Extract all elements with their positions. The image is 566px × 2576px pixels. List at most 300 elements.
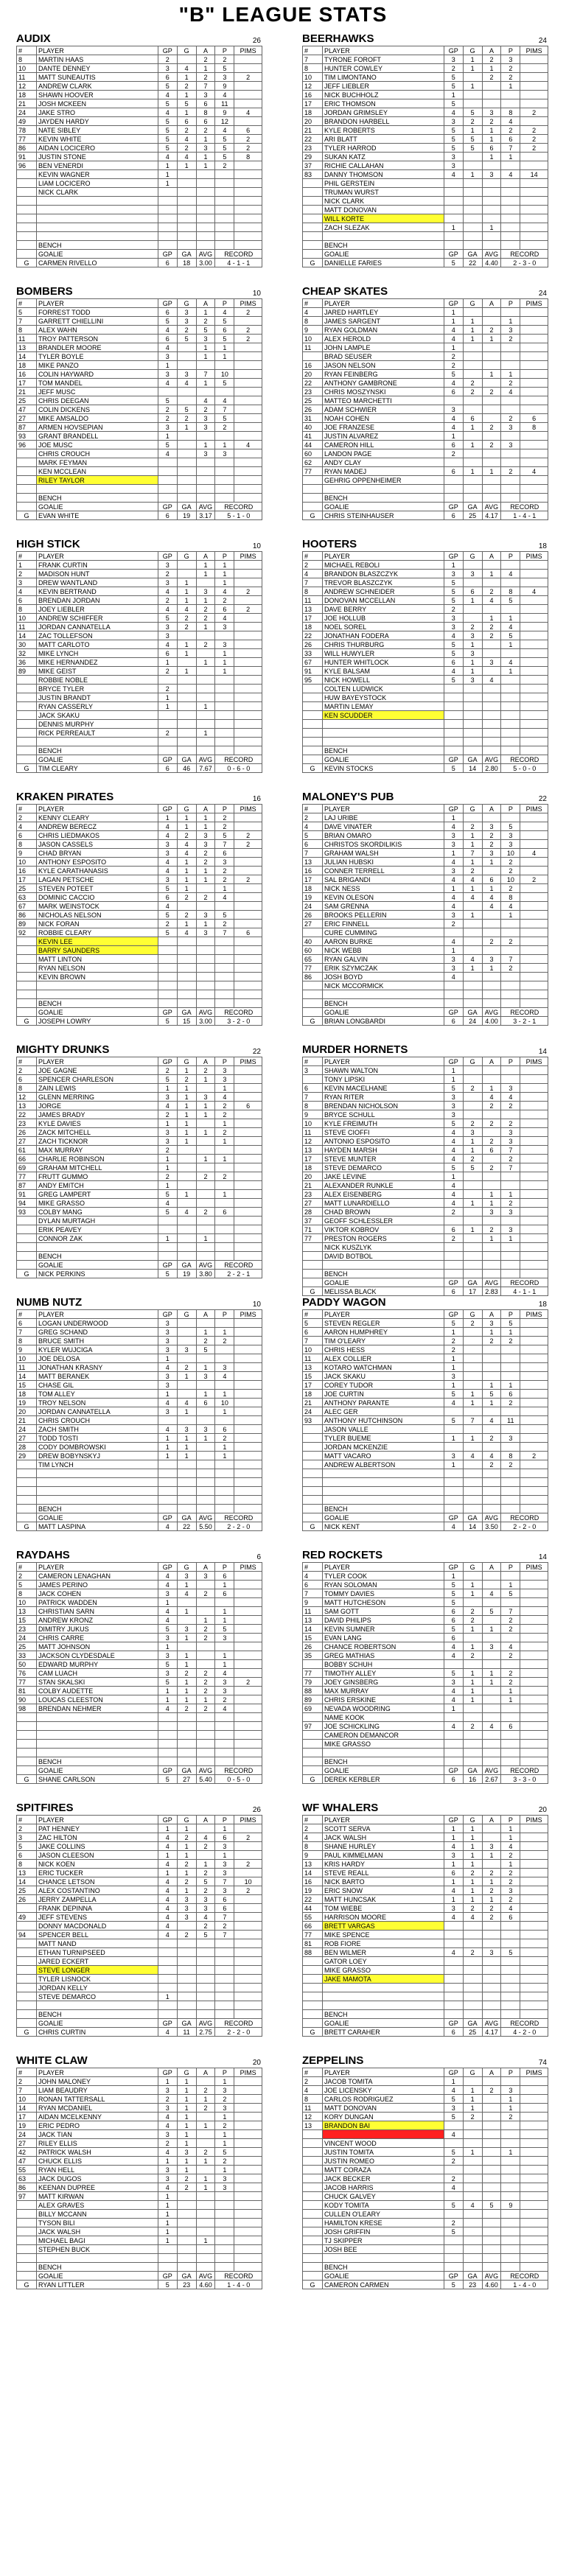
goalie-cell: 24 [463, 1017, 482, 1026]
player-row [303, 1443, 548, 1452]
player-cell: 47 [17, 405, 37, 414]
player-cell: 1 [177, 1434, 196, 1443]
goalie-column-header: GP [444, 1008, 463, 1017]
player-cell: SHANE HURLEY [322, 1842, 444, 1851]
player-cell: TONY LIPSKI [322, 1075, 444, 1084]
spacer-cell [196, 1749, 215, 1757]
player-cell: 1 [215, 578, 234, 587]
player-cell: MIKE GRASSO [322, 1966, 444, 1975]
player-row [303, 1399, 548, 1407]
player-cell: 2 [215, 1172, 234, 1181]
player-cell: DAVE VINATER [322, 822, 444, 831]
player-cell: 2 [482, 840, 501, 849]
player-cell: ERIC PEDRO [36, 2121, 158, 2130]
bench-cell [158, 494, 177, 503]
player-cell: 1 [196, 658, 215, 667]
player-cell [196, 1992, 215, 2001]
goalie-cell: 4.60 [482, 2281, 501, 2289]
team-stats-table [302, 46, 548, 267]
player-cell: 4 [158, 2113, 177, 2121]
bench-label: BENCH [36, 1757, 158, 1766]
player-cell: 17 [303, 99, 323, 108]
player-cell: 3 [158, 2086, 177, 2095]
player-cell: KENNY CLEARY [36, 813, 158, 822]
goalie-cell: 16 [463, 1775, 482, 1784]
player-cell: 5 [444, 99, 463, 108]
column-header: A [196, 299, 215, 308]
player-row [303, 1625, 548, 1634]
player-cell [463, 2245, 482, 2254]
player-cell: 92 [17, 928, 37, 937]
spacer-cell [303, 232, 323, 241]
player-cell [196, 1660, 215, 1669]
player-cell: 11 [17, 623, 37, 631]
player-cell: 8 [196, 108, 215, 117]
player-cell: KEVIN SUMNER [322, 1625, 444, 1634]
player-cell [444, 206, 463, 214]
player-cell: 90 [17, 1695, 37, 1704]
player-cell: 2 [501, 858, 520, 867]
player-cell: MIKE SPENCE [322, 1931, 444, 1939]
player-cell [234, 955, 262, 964]
player-cell: MADISON HUNT [36, 570, 158, 578]
player-cell: 2 [463, 867, 482, 875]
goalie-cell: KEVIN STOCKS [322, 764, 444, 773]
player-cell: 4 [444, 1199, 463, 1208]
player-cell: 4 [158, 1842, 177, 1851]
player-cell [520, 1119, 548, 1128]
player-cell [17, 1722, 37, 1731]
player-cell [234, 317, 262, 326]
player-cell: 3 [158, 1651, 177, 1660]
player-cell: 1 [463, 1390, 482, 1399]
player-cell: 1 [158, 702, 177, 711]
player-header-row [303, 1816, 548, 1824]
player-row [303, 946, 548, 955]
bench-cell [177, 1505, 196, 1513]
player-cell [215, 1319, 234, 1328]
player-cell [234, 1190, 262, 1199]
player-cell [234, 1217, 262, 1225]
player-cell: 3 [196, 587, 215, 596]
bench-number [303, 2010, 323, 2019]
player-cell [158, 981, 177, 990]
player-cell: 3 [177, 1625, 196, 1634]
player-row [303, 937, 548, 946]
player-cell [444, 1984, 463, 1992]
player-cell: 3 [158, 2174, 177, 2183]
player-cell: 3 [215, 1075, 234, 1084]
player-cell: 1 [158, 161, 177, 170]
spacer-cell [501, 2001, 520, 2010]
player-cell: 2 [196, 2086, 215, 2095]
player-cell [215, 1345, 234, 1354]
player-row [303, 179, 548, 188]
player-cell: 1 [463, 1669, 482, 1678]
player-cell [234, 179, 262, 188]
player-cell: 1 [158, 1163, 177, 1172]
player-cell [234, 858, 262, 867]
player-cell: 4 [444, 1190, 463, 1199]
player-cell [482, 82, 501, 91]
player-cell [215, 1225, 234, 1234]
player-cell: 4 [463, 875, 482, 884]
player-cell: GEHRIG OPPENHEIMER [322, 476, 444, 485]
bench-label: BENCH [322, 1757, 444, 1766]
player-cell: 26 [303, 405, 323, 414]
player-cell: 3 [444, 570, 463, 578]
player-row [303, 1354, 548, 1363]
player-cell [303, 2148, 323, 2157]
player-cell: 2 [196, 1208, 215, 1217]
player-cell: 22 [303, 135, 323, 144]
player-cell: 6 [234, 1102, 262, 1110]
player-cell: 6 [158, 308, 177, 317]
player-cell [501, 2192, 520, 2201]
player-cell [520, 676, 548, 685]
player-row [303, 1895, 548, 1904]
player-cell [463, 2227, 482, 2236]
player-cell: 1 [501, 82, 520, 91]
player-row [17, 1345, 262, 1354]
player-row [303, 561, 548, 570]
player-cell [463, 223, 482, 232]
player-row [303, 361, 548, 370]
player-cell: 19 [303, 893, 323, 902]
goalie-column-header: GP [158, 503, 177, 511]
goalie-column-header: GA [463, 1278, 482, 1287]
player-cell [520, 1093, 548, 1102]
player-row [303, 1833, 548, 1842]
player-cell [463, 1190, 482, 1199]
goalie-row [17, 2281, 262, 2289]
player-cell: 2 [501, 73, 520, 82]
player-cell: 3 [158, 1345, 177, 1354]
player-cell: 3 [463, 631, 482, 640]
player-row [303, 2227, 548, 2236]
player-row [303, 1163, 548, 1172]
player-cell: 1 [177, 867, 196, 875]
team-block [16, 1296, 262, 1531]
player-cell: 3 [482, 658, 501, 667]
player-cell: MIKE GRASSO [36, 1199, 158, 1208]
player-cell: 4 [520, 849, 548, 858]
bench-cell [215, 241, 234, 250]
player-cell: 2 [444, 64, 463, 73]
goalie-column-header: GP [444, 1766, 463, 1775]
player-cell: 2 [520, 108, 548, 117]
player-cell: JAKE COLLINS [36, 1842, 158, 1851]
player-cell [482, 1740, 501, 1749]
player-cell [196, 2210, 215, 2219]
player-cell: 18 [303, 108, 323, 117]
player-cell: 1 [501, 911, 520, 920]
player-cell: 3 [444, 1093, 463, 1102]
player-cell [520, 1669, 548, 1678]
player-row [303, 396, 548, 405]
player-cell: 3 [215, 2104, 234, 2113]
column-header: P [501, 2068, 520, 2077]
player-cell [520, 1163, 548, 1172]
player-cell: 5 [444, 1119, 463, 1128]
spacer-cell [196, 990, 215, 999]
player-cell: 1 [463, 1199, 482, 1208]
player-cell [520, 1137, 548, 1146]
player-cell: 1 [482, 1851, 501, 1860]
player-cell: 1 [482, 570, 501, 578]
player-row [17, 1225, 262, 1234]
player-cell: 1 [177, 884, 196, 893]
player-cell [463, 458, 482, 467]
team-block [302, 1043, 548, 1296]
player-cell: 5 [444, 1390, 463, 1399]
player-row [303, 587, 548, 596]
player-cell: 1 [17, 561, 37, 570]
spacer-cell [501, 2254, 520, 2263]
bench-cell [501, 1757, 520, 1766]
player-cell [482, 1469, 501, 1478]
player-cell: 1 [196, 920, 215, 928]
player-cell [17, 702, 37, 711]
player-cell [17, 685, 37, 693]
player-cell: 2 [215, 55, 234, 64]
player-row [17, 1172, 262, 1181]
player-cell [463, 920, 482, 928]
column-header: G [177, 46, 196, 55]
column-header: GP [158, 2068, 177, 2077]
spacer-cell [36, 1749, 158, 1757]
player-cell [215, 1181, 234, 1190]
player-cell: 81 [17, 1687, 37, 1695]
player-cell: JOSH MCKEEN [36, 99, 158, 108]
player-row [17, 370, 262, 379]
player-cell [234, 476, 262, 485]
spacer-cell [36, 2001, 158, 2010]
player-cell [303, 2183, 323, 2192]
player-cell: 1 [215, 1084, 234, 1093]
player-cell: 6 [215, 849, 234, 858]
player-cell: 1 [215, 570, 234, 578]
player-cell [215, 2236, 234, 2245]
player-cell: 4 [158, 1931, 177, 1939]
bench-number [303, 1757, 323, 1766]
bench-label: BENCH [322, 999, 444, 1008]
player-cell [520, 2219, 548, 2227]
team-stats-table [302, 1309, 548, 1531]
player-cell [520, 179, 548, 188]
player-cell: RYAN CASSERLY [36, 702, 158, 711]
player-cell [501, 676, 520, 685]
player-cell [463, 1992, 482, 2001]
player-cell: STEVE DEMARCO [36, 1992, 158, 2001]
player-cell [234, 1452, 262, 1460]
player-cell [520, 729, 548, 738]
column-header: G [463, 1563, 482, 1572]
spacer-row [17, 232, 262, 241]
player-cell: 7 [215, 1931, 234, 1939]
player-cell: 2 [177, 414, 196, 423]
player-cell [520, 702, 548, 711]
player-cell [196, 1957, 215, 1966]
player-cell: MATT DONOVAN [322, 2104, 444, 2113]
goalie-column-header: GA [463, 2272, 482, 2281]
goalie-cell: 2 - 2 - 0 [501, 1522, 548, 1531]
player-cell [177, 685, 196, 693]
player-cell: 2 [463, 1084, 482, 1093]
player-cell: 4 [482, 1589, 501, 1598]
column-header: G [177, 1816, 196, 1824]
player-cell: 98 [17, 1704, 37, 1713]
player-cell: 2 [482, 441, 501, 449]
player-cell: 1 [215, 2113, 234, 2121]
player-row [303, 831, 548, 840]
bench-label: BENCH [322, 746, 444, 755]
goalie-column-header: GOALIE [36, 2272, 158, 2281]
player-cell: 5 [196, 1345, 215, 1354]
player-cell: TOM ALLEY [36, 1390, 158, 1399]
column-header: GP [158, 1563, 177, 1572]
player-row [303, 91, 548, 99]
player-cell [234, 467, 262, 476]
player-cell [444, 1957, 463, 1966]
player-cell: 1 [196, 153, 215, 161]
player-cell: 2 [520, 135, 548, 144]
player-cell: 4 [444, 170, 463, 179]
player-cell: 2 [501, 2113, 520, 2121]
player-cell [463, 161, 482, 170]
player-cell [501, 396, 520, 405]
player-cell: NICK CLARK [322, 197, 444, 206]
player-cell: NICK FORAN [36, 920, 158, 928]
player-row [303, 1381, 548, 1390]
player-cell: 5 [17, 1581, 37, 1589]
player-row [17, 2113, 262, 2121]
player-cell: 3 [463, 676, 482, 685]
player-cell: 5 [158, 1660, 177, 1669]
player-cell [444, 1407, 463, 1416]
player-cell: 17 [303, 875, 323, 884]
player-cell: 1 [196, 1155, 215, 1163]
player-cell: 5 [215, 2148, 234, 2157]
goalie-column-header: GOALIE [322, 2272, 444, 2281]
player-cell: 1 [501, 667, 520, 676]
column-header: PLAYER [322, 552, 444, 561]
player-cell: MATT DONOVAN [322, 206, 444, 214]
player-header-row [303, 46, 548, 55]
player-cell: 1 [482, 64, 501, 73]
column-header: G [177, 1563, 196, 1572]
goalie-row [303, 2281, 548, 2289]
player-row [303, 658, 548, 667]
player-cell: RYAN RITER [322, 1093, 444, 1102]
player-cell: 5 [444, 640, 463, 649]
player-cell [215, 1146, 234, 1155]
player-cell: 3 [177, 1913, 196, 1922]
player-cell: LOGAN UNDERWOOD [36, 1319, 158, 1328]
player-cell: 18 [303, 623, 323, 631]
player-row [303, 1731, 548, 1740]
player-cell: 2 [215, 1922, 234, 1931]
player-cell: 2 [215, 2095, 234, 2104]
spacer-cell [322, 2254, 444, 2263]
player-cell [234, 1146, 262, 1155]
player-cell [177, 55, 196, 64]
player-cell: 2 [158, 920, 177, 928]
player-cell [158, 1460, 177, 1469]
player-cell: 1 [444, 561, 463, 570]
player-cell: 93 [303, 1416, 323, 1425]
bench-cell [177, 1252, 196, 1261]
player-cell [36, 197, 158, 206]
player-cell [501, 561, 520, 570]
player-cell [501, 2236, 520, 2245]
player-header-row [17, 805, 262, 813]
player-cell [196, 1487, 215, 1496]
player-cell [303, 720, 323, 729]
player-cell [177, 449, 196, 458]
column-header: GP [158, 46, 177, 55]
player-cell: SUKAN KATZ [322, 153, 444, 161]
player-cell: PATRICK WALSH [36, 2148, 158, 2157]
player-cell: TJ SKIPPER [322, 2236, 444, 2245]
player-cell [234, 432, 262, 441]
player-row [303, 1225, 548, 1234]
player-cell [303, 1478, 323, 1487]
player-cell: 3 [177, 1345, 196, 1354]
player-cell: 27 [17, 1434, 37, 1443]
player-cell [177, 1598, 196, 1607]
player-cell [177, 476, 196, 485]
player-cell: 3 [177, 1425, 196, 1434]
player-cell: 4 [215, 1704, 234, 1713]
player-cell [463, 928, 482, 937]
player-cell: 1 [177, 2121, 196, 2130]
player-cell: 1 [196, 729, 215, 738]
player-cell: RYAN FEINBERG [322, 370, 444, 379]
column-header: A [196, 2068, 215, 2077]
spacer-cell [501, 738, 520, 746]
player-cell: 7 [17, 317, 37, 326]
player-cell: 1 [196, 875, 215, 884]
player-cell: 10 [303, 73, 323, 82]
column-header: G [463, 2068, 482, 2077]
player-cell: 3 [196, 1572, 215, 1581]
spacer-row [17, 2001, 262, 2010]
player-cell: 7 [501, 144, 520, 153]
column-header: PLAYER [322, 2068, 444, 2077]
player-cell: 4 [158, 2148, 177, 2157]
player-cell [520, 370, 548, 379]
player-cell: 95 [303, 676, 323, 685]
player-cell: 3 [196, 1895, 215, 1904]
goalie-column-header: AVG [196, 1513, 215, 1522]
goalie-label: G [303, 1522, 323, 1531]
player-row [303, 702, 548, 711]
player-cell: RYAN HELL [36, 2166, 158, 2174]
player-cell [234, 1895, 262, 1904]
player-row [303, 570, 548, 578]
player-cell [520, 1075, 548, 1084]
player-row [303, 711, 548, 720]
player-cell: MARTIN LEMAY [322, 702, 444, 711]
player-cell [234, 361, 262, 370]
player-cell [36, 206, 158, 214]
player-cell [303, 2236, 323, 2245]
player-cell: 3 [501, 441, 520, 449]
player-cell [520, 1687, 548, 1695]
player-cell: 81 [303, 1939, 323, 1948]
bench-cell [501, 494, 520, 503]
